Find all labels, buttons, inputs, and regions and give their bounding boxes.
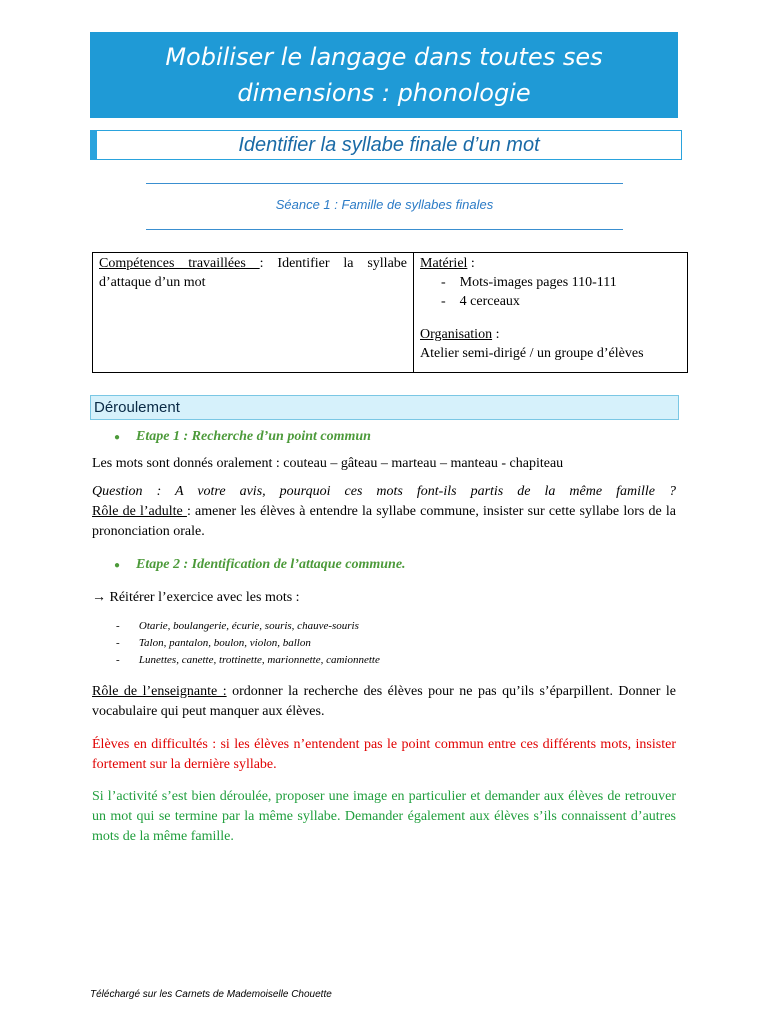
divider-top [146,183,623,184]
activite-text: Si l’activité s’est bien déroulée, proposer une image en particulier et demander aux élèves de retrouver un mot qui se termine par la même syllabe. Demander également aux élèves s’ils connaissent d’autres mots de la même famille. [92,789,676,844]
materiel-colon: : [467,256,475,271]
organisation-label: Organisation [420,327,493,342]
divider-bottom [146,229,623,230]
reiterer-text: Réitérer l’exercice avec les mots : [109,590,300,605]
seance-title: Séance 1 : Famille de syllabes finales [275,197,494,212]
etape-1-title: Etape 1 : Recherche d’un point commun [136,429,371,444]
title-line-1: Mobiliser le langage dans toutes ses [165,43,603,71]
word-list [116,618,380,669]
role-adulte-text: : amener les élèves à entendre la syllabe commune, insister sur cette syllabe lors de la prononciation orale. [92,504,676,539]
mots-text: Les mots sont donnés oralement : couteau – gâteau – marteau – manteau - chapiteau [92,456,564,471]
list-item: - Lunettes, canette, trottinette, marionnette, camionnette [116,654,380,666]
title-line-2: dimensions : phonologie [237,79,531,107]
list-item-text: Lunettes, canette, trottinette, marionnette, camionnette [138,654,380,666]
bullet-icon: ● [114,560,121,571]
competences-text: : Identifier la syllabe d’attaque d’un mot [99,256,407,290]
materiel-label: Matériel [420,256,468,271]
footer-text: Téléchargé sur les Carnets de Mademoiselle Chouette [90,989,332,1000]
competences-table [92,252,688,373]
difficultes-text: Élèves en difficultés : si les élèves n’entendent pas le point commun entre ces différents mots, insister fortement sur la dernière syllabe. [92,737,676,772]
bullet-icon: ● [114,432,121,443]
organisation-text: Atelier semi-dirigé / un groupe d’élèves [420,346,644,361]
materiel-cell [414,253,688,373]
materiel-item-text: 4 cerceaux [459,294,520,309]
role-adulte-label: Rôle de l’adulte [92,504,187,519]
competences-label: Compétences travaillées [99,256,260,271]
organisation-colon: : [492,327,500,342]
etape-2-title: Etape 2 : Identification de l’attaque commune. [136,557,406,572]
title-banner [90,32,678,118]
list-item-text: Talon, pantalon, boulon, violon, ballon [138,637,311,649]
deroulement-heading: Déroulement [90,395,679,420]
role-enseignante [92,682,676,722]
subtitle-box: Identifier la syllabe finale d’un mot [90,130,682,160]
competences-cell [93,253,414,373]
list-item: - Otarie, boulangerie, écurie, souris, chauve-souris [116,620,359,632]
role-enseignante-label: Rôle de l’enseignante : [92,684,227,699]
etape-1 [114,427,371,445]
list-item: - Talon, pantalon, boulon, violon, ballon [116,637,311,649]
etape-2 [114,555,406,573]
role-enseignante-text: ordonner la recherche des élèves pour ne pas qu’ils s’éparpillent. Donner le vocabulaire qui peut manquer aux élèves. [92,684,676,719]
list-item-text: Otarie, boulangerie, écurie, souris, chauve-souris [138,620,359,632]
materiel-item: - Mots-images pages 110-111 [441,275,617,290]
reiterer-line [92,588,300,608]
question-text: Question : A votre avis, pourquoi ces mots font-ils partis de la même famille ? [92,484,676,499]
materiel-item-text: Mots-images pages 110-111 [459,275,617,290]
materiel-item: - 4 cerceaux [441,294,520,309]
question-block [92,482,676,542]
arrow-icon: → [92,590,106,605]
